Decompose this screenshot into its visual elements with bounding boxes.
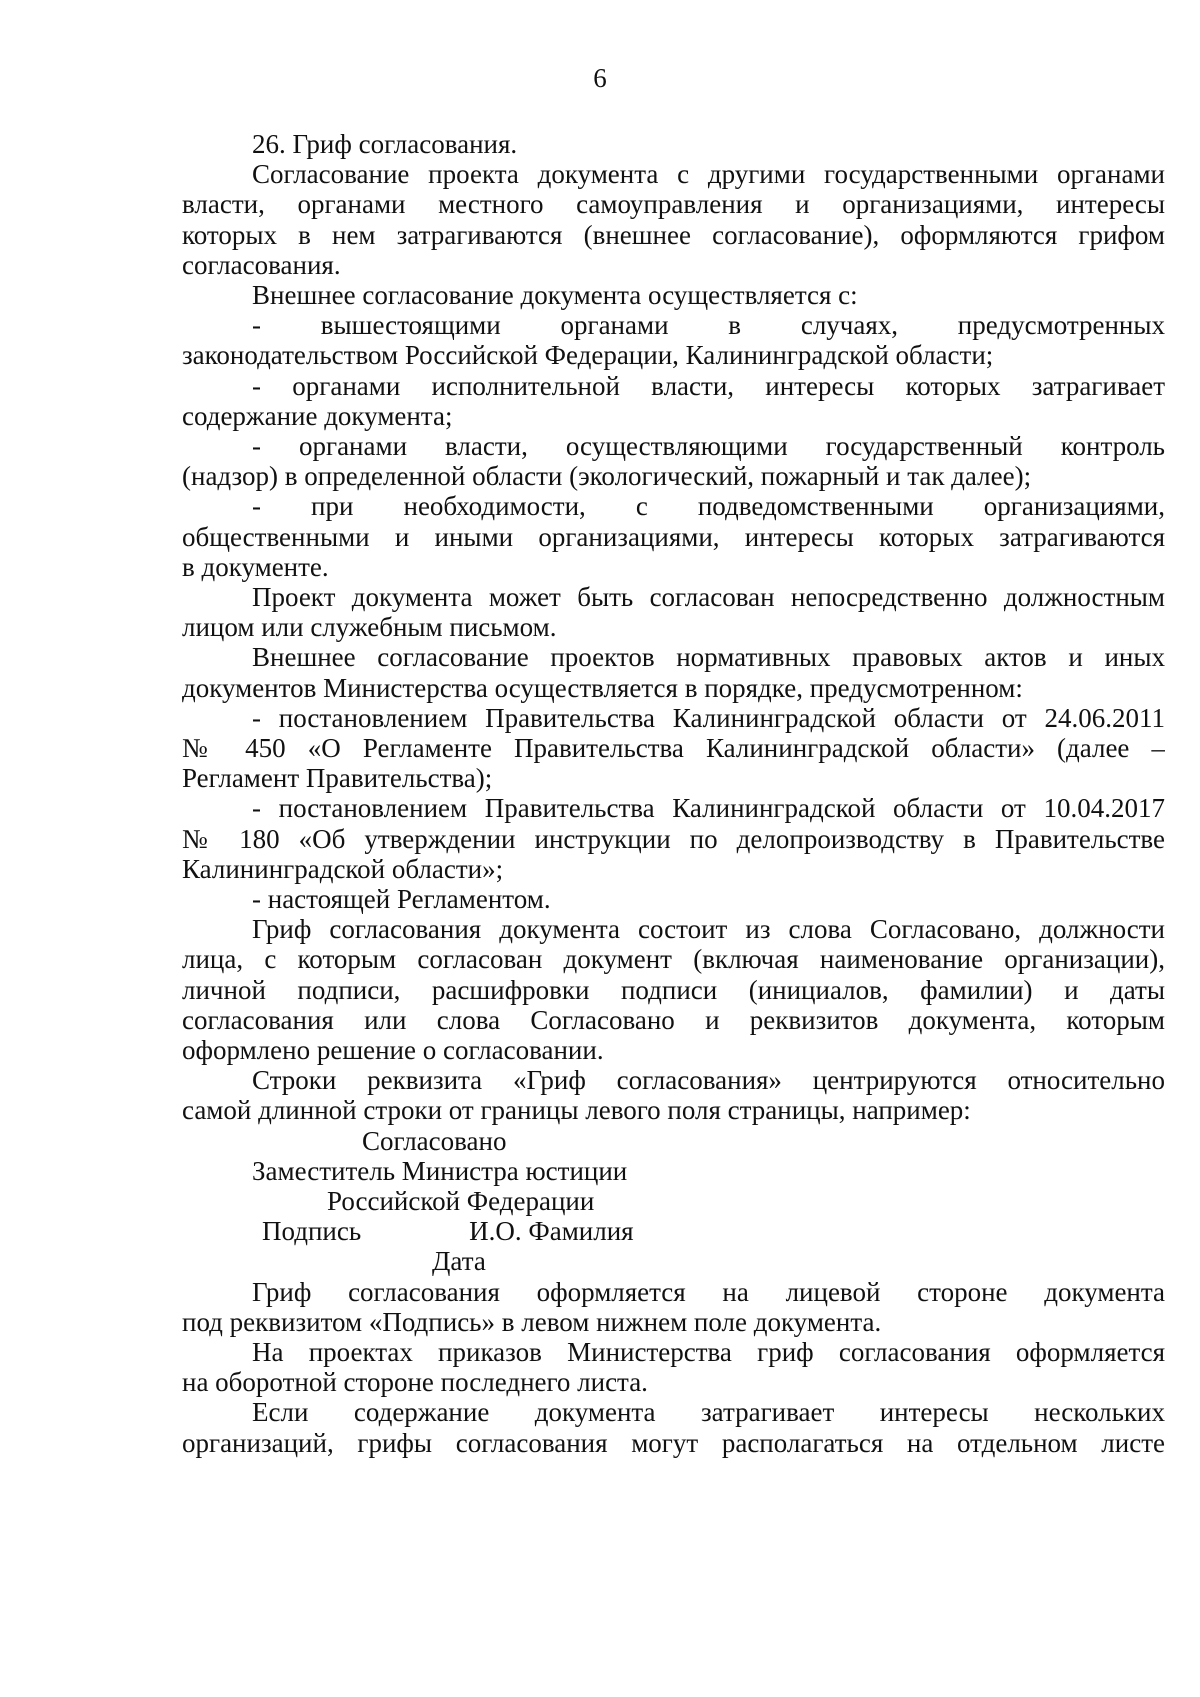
- text-line: Гриф согласования оформляется на лицевой стороне документа: [252, 1276, 1165, 1307]
- text-line: Дата: [432, 1246, 486, 1277]
- text-line: Внешнее согласование документа осуществляется с:: [252, 280, 858, 310]
- text-line: организаций, грифы согласования могут располагаться на отдельном листе: [182, 1427, 1165, 1458]
- text-line: оформлено решение о согласовании.: [182, 1035, 604, 1065]
- text-line: - постановлением Правительства Калининградской области от 24.06.2011: [252, 702, 1165, 733]
- text-line: - органами исполнительной власти, интересы которых затрагивает: [252, 370, 1165, 401]
- text-line: которых в нем затрагиваются (внешнее согласование), оформляются грифом: [182, 219, 1165, 250]
- text-line: Подпись И.О. Фамилия: [262, 1216, 634, 1247]
- text-line: Проект документа может быть согласован непосредственно должностным: [252, 582, 1165, 612]
- page-number: 6: [593, 63, 607, 93]
- text-line: Строки реквизита «Гриф согласования» центрируются относительно: [252, 1065, 1165, 1096]
- text-line: Внешнее согласование проектов нормативных правовых актов и иных: [252, 642, 1165, 673]
- text-line: содержание документа;: [182, 400, 453, 431]
- text-line: документов Министерства осуществляется в порядке, предусмотренном:: [182, 672, 1023, 703]
- text-line: лицом или служебным письмом.: [182, 612, 557, 643]
- text-line: лица, с которым согласован документ (включая наименование организации),: [182, 944, 1165, 975]
- text-line: власти, органами местного самоуправления и организациями, интересы: [182, 189, 1165, 220]
- text-line: № 180 «Об утверждении инструкции по делопроизводству в Правительстве: [182, 823, 1165, 854]
- text-line: (надзор) в определенной области (экологический, пожарный и так далее);: [182, 461, 1032, 492]
- text-line: на оборотной стороне последнего листа.: [182, 1367, 648, 1398]
- text-line: Если содержание документа затрагивает интересы нескольких: [252, 1397, 1165, 1428]
- text-line: личной подписи, расшифровки подписи (инициалов, фамилии) и даты: [182, 974, 1165, 1005]
- text-line: - настоящей Регламентом.: [252, 884, 551, 914]
- text-line: 26. Гриф согласования.: [252, 129, 518, 159]
- text-line: самой длинной строки от границы левого поля страницы, например:: [182, 1095, 971, 1126]
- text-line: законодательством Российской Федерации, Калининградской области;: [182, 340, 994, 371]
- text-line: под реквизитом «Подпись» в левом нижнем поле документа.: [182, 1306, 882, 1337]
- text-line: в документе.: [182, 551, 329, 582]
- text-line: согласования или слова Согласовано и реквизитов документа, которым: [182, 1004, 1165, 1035]
- text-line: Калининградской области»;: [182, 853, 504, 884]
- text-line: общественными и иными организациями, интересы которых затрагиваются: [182, 521, 1165, 552]
- text-line: - постановлением Правительства Калининградской области от 10.04.2017: [252, 793, 1165, 824]
- text-line: - органами власти, осуществляющими государственный контроль: [252, 431, 1165, 461]
- text-line: согласования.: [182, 249, 341, 280]
- text-line: Согласование проекта документа с другими государственными органами: [252, 159, 1165, 190]
- text-line: - вышестоящими органами в случаях, предусмотренных: [252, 310, 1165, 341]
- text-line: Заместитель Министра юстиции: [252, 1155, 628, 1186]
- text-line: № 450 «О Регламенте Правительства Калининградской области» (далее –: [182, 733, 1165, 763]
- text-line: На проектах приказов Министерства гриф согласования оформляется: [252, 1337, 1165, 1367]
- text-line: Российской Федерации: [327, 1186, 595, 1216]
- text-line: Регламент Правительства);: [182, 763, 493, 794]
- text-line: Согласовано: [362, 1125, 507, 1156]
- text-line: - при необходимости, с подведомственными организациями,: [252, 491, 1165, 522]
- text-line: Гриф согласования документа состоит из слова Согласовано, должности: [252, 914, 1165, 945]
